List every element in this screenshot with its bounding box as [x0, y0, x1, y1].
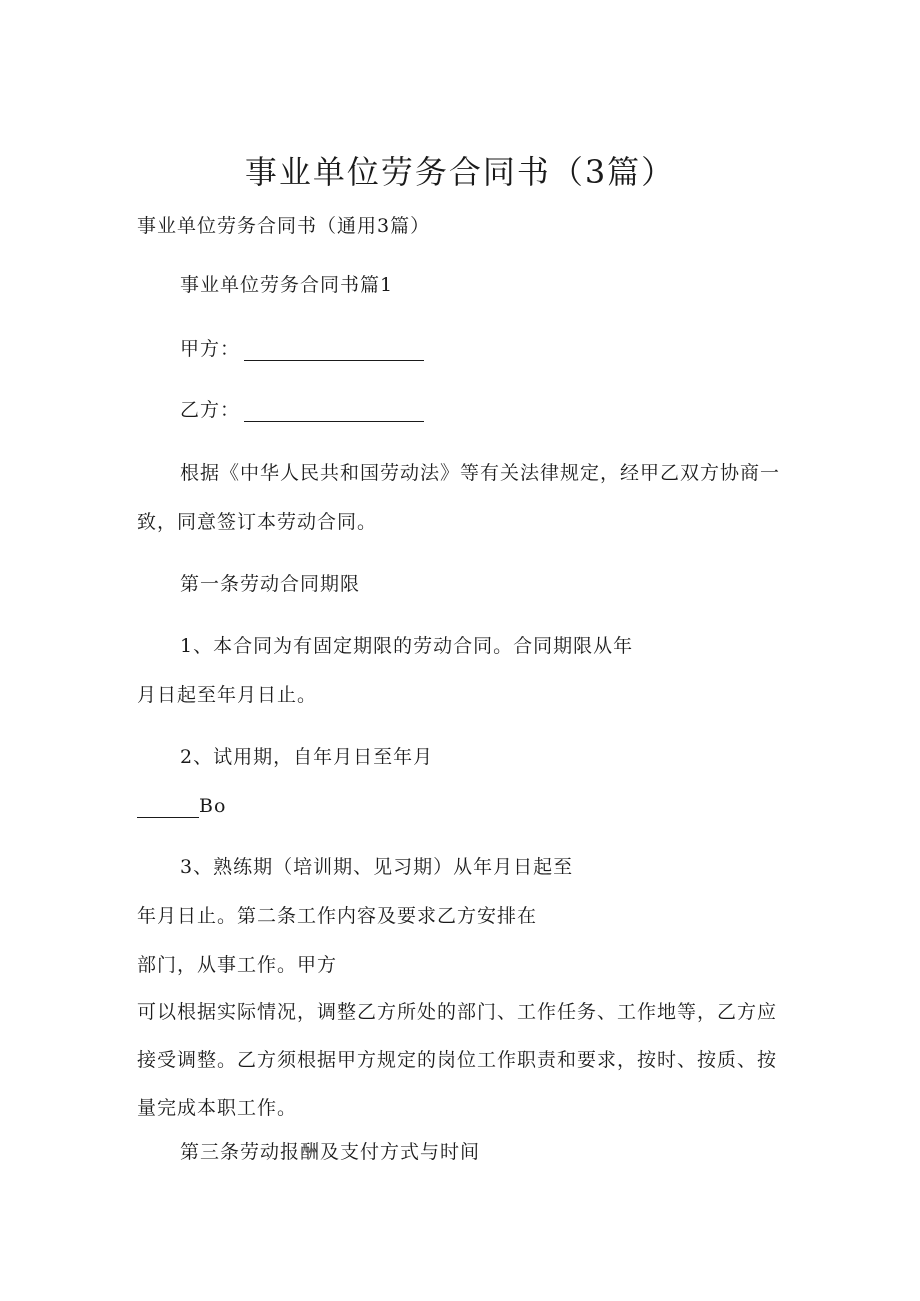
article3-heading: 第三条劳动报酬及支付方式与时间	[180, 1141, 481, 1163]
clause3-line-3: 部门，从事工作。甲方	[137, 954, 338, 976]
party-a-blank	[244, 342, 424, 361]
clause1-line-2: 月日起至年月日止。	[137, 684, 318, 706]
party-b-row	[180, 398, 424, 422]
clause2-blank	[137, 799, 199, 818]
clause2-tail: Bo	[199, 795, 227, 817]
clause2-line-1: 2、试用期，自年月日至年月	[180, 746, 434, 768]
part1-heading: 事业单位劳务合同书篇1	[180, 274, 394, 296]
party-b-blank	[244, 403, 424, 422]
article1-heading: 第一条劳动合同期限	[180, 573, 361, 595]
document-subtitle: 事业单位劳务合同书（通用3篇）	[137, 215, 431, 237]
party-a-label: 甲方：	[180, 338, 241, 360]
party-a-row	[180, 337, 424, 361]
intro-line-2: 致，同意签订本劳动合同。	[137, 511, 378, 533]
clause3-line-1: 3、熟练期（培训期、见习期）从年月日起至	[180, 856, 574, 878]
clause3-line-5: 接受调整。乙方须根据甲方规定的岗位工作职责和要求，按时、按质、按	[137, 1049, 778, 1071]
clause3-line-4: 可以根据实际情况，调整乙方所处的部门、工作任务、工作地等，乙方应	[137, 1001, 778, 1023]
clause3-line-6: 量完成本职工作。	[137, 1097, 298, 1119]
clause1-line-1: 1、本合同为有固定期限的劳动合同。合同期限从年	[180, 635, 634, 657]
clause3-line-2: 年月日止。第二条工作内容及要求乙方安排在	[137, 905, 538, 927]
intro-line-1: 根据《中华人民共和国劳动法》等有关法律规定，经甲乙双方协商一	[180, 462, 781, 484]
clause2-line-2	[137, 794, 226, 818]
party-b-label: 乙方：	[180, 399, 241, 421]
document-title: 事业单位劳务合同书（3篇）	[244, 153, 676, 191]
